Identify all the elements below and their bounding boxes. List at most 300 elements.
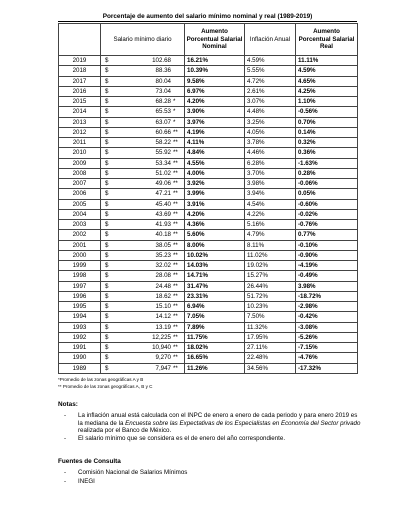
real-increase-cell: -0.49%: [296, 271, 358, 281]
note-inflation-survey-title: Encuesta sobre las Expectativas de los Especialistas en Economía del Sector privado: [125, 419, 361, 427]
salary-cell: [115, 312, 185, 322]
table-row: [59, 148, 358, 158]
salary-value: 7,947: [155, 364, 171, 372]
salary-cell: [115, 209, 185, 219]
currency-cell: $: [101, 230, 115, 240]
table-section: [58, 12, 357, 390]
real-increase-cell: -0.60%: [296, 199, 358, 209]
currency-cell: $: [101, 332, 115, 342]
salary-value: 18.62: [155, 292, 171, 300]
salary-value: 45.40: [155, 200, 171, 208]
real-increase-cell: 4.25%: [296, 86, 358, 96]
nominal-increase-cell: 4.20%: [185, 97, 245, 107]
salary-cell: [115, 240, 185, 250]
table-row: [59, 240, 358, 250]
table-row: [59, 138, 358, 148]
real-increase-cell: -0.02%: [296, 209, 358, 219]
salary-footnote-mark: **: [173, 139, 178, 147]
year-cell: 2013: [59, 117, 101, 127]
currency-cell: $: [101, 209, 115, 219]
nominal-increase-cell: 4.55%: [185, 158, 245, 168]
salary-cell: [115, 261, 185, 271]
nominal-increase-cell: 11.75%: [185, 332, 245, 342]
inflation-cell: 8.11%: [245, 240, 296, 250]
currency-cell: $: [101, 97, 115, 107]
currency-cell: $: [101, 76, 115, 86]
footnotes: [58, 376, 357, 390]
salary-footnote-mark: *: [173, 108, 176, 116]
year-cell: 1996: [59, 291, 101, 301]
year-cell: 2002: [59, 230, 101, 240]
salary-footnote-mark: **: [173, 292, 178, 300]
nominal-increase-cell: 3.90%: [185, 107, 245, 117]
nominal-increase-cell: 18.02%: [185, 343, 245, 353]
table-row: [59, 66, 358, 76]
table-header-row: [59, 24, 358, 56]
currency-cell: $: [101, 148, 115, 158]
nominal-increase-cell: 7.89%: [185, 322, 245, 332]
salary-value: 102.68: [152, 57, 171, 65]
table-row: [59, 250, 358, 260]
salary-cell: [115, 117, 185, 127]
currency-cell: $: [101, 168, 115, 178]
table-row: [59, 56, 358, 66]
currency-cell: $: [101, 107, 115, 117]
table-title: Porcentaje de aumento del salario mínimo nominal y real (1989-2019): [58, 12, 357, 22]
salary-value: 47.21: [155, 190, 171, 198]
currency-cell: $: [101, 353, 115, 363]
salary-value: 32.02: [155, 262, 171, 270]
salary-footnote-mark: **: [173, 200, 178, 208]
salary-footnote-mark: **: [173, 221, 178, 229]
table-row: [59, 312, 358, 322]
inflation-cell: 2.61%: [245, 86, 296, 96]
table-row: [59, 322, 358, 332]
inflation-cell: 26.44%: [245, 281, 296, 291]
salary-cell: [115, 250, 185, 260]
salary-footnote-mark: **: [173, 364, 178, 372]
salary-cell: [115, 168, 185, 178]
salary-value: 15.10: [155, 303, 171, 311]
year-cell: 2008: [59, 168, 101, 178]
currency-cell: $: [101, 343, 115, 353]
inflation-cell: 3.25%: [245, 117, 296, 127]
salary-value: 80.04: [155, 77, 171, 85]
real-increase-cell: -4.19%: [296, 261, 358, 271]
nominal-increase-cell: 4.19%: [185, 127, 245, 137]
salary-value: 9,270: [155, 354, 171, 362]
note-inflation: [58, 412, 363, 435]
inflation-cell: 11.32%: [245, 322, 296, 332]
salary-value: 28.08: [155, 272, 171, 280]
currency-cell: $: [101, 199, 115, 209]
currency-cell: $: [101, 281, 115, 291]
real-increase-cell: -2.98%: [296, 302, 358, 312]
salary-footnote-mark: **: [173, 282, 178, 290]
note-minimum-salary: [58, 435, 363, 443]
table-row: [59, 168, 358, 178]
salary-footnote-mark: **: [173, 190, 178, 198]
table-row: [59, 271, 358, 281]
table-row: [59, 97, 358, 107]
nominal-increase-cell: 6.97%: [185, 86, 245, 96]
inflation-cell: 51.72%: [245, 291, 296, 301]
salary-value: 14.12: [155, 313, 171, 321]
salary-footnote-mark: **: [173, 169, 178, 177]
salary-value: 10,940: [152, 344, 171, 352]
note-inflation-text-a: La inflación anual está calculada con el INPC de enero a enero de cada periodo y para enero 2019 es la mediana de la: [78, 412, 358, 427]
table-row: [59, 281, 358, 291]
table-row: [59, 291, 358, 301]
salary-cell: [115, 86, 185, 96]
salary-cell: [115, 363, 185, 373]
source-dash: -: [64, 469, 67, 476]
table-row: [59, 76, 358, 86]
inflation-cell: 3.98%: [245, 179, 296, 189]
real-increase-cell: 1.10%: [296, 97, 358, 107]
salary-footnote-mark: **: [173, 241, 178, 249]
currency-cell: $: [101, 363, 115, 373]
salary-cell: [115, 199, 185, 209]
year-cell: 2007: [59, 179, 101, 189]
year-cell: 2018: [59, 66, 101, 76]
nominal-increase-cell: 4.20%: [185, 209, 245, 219]
currency-cell: $: [101, 322, 115, 332]
nominal-increase-cell: 4.84%: [185, 148, 245, 158]
inflation-cell: 4.54%: [245, 199, 296, 209]
note-inflation-text-c: realizada por el Banco de México.: [78, 427, 172, 434]
salary-value: 38.05: [155, 241, 171, 249]
salary-cell: [115, 138, 185, 148]
table-row: [59, 209, 358, 219]
salary-cell: [115, 343, 185, 353]
salary-value: 24.48: [155, 282, 171, 290]
salary-footnote-mark: **: [173, 180, 178, 188]
salary-footnote-mark: **: [173, 262, 178, 270]
salary-value: 35.23: [155, 251, 171, 259]
salary-cell: [115, 220, 185, 230]
real-increase-cell: 3.98%: [296, 281, 358, 291]
salary-cell: [115, 97, 185, 107]
currency-cell: $: [101, 271, 115, 281]
inflation-cell: 3.07%: [245, 97, 296, 107]
real-increase-cell: -0.76%: [296, 220, 358, 230]
salary-footnote-mark: **: [173, 210, 178, 218]
currency-cell: $: [101, 179, 115, 189]
salary-footnote-mark: **: [173, 231, 178, 239]
salary-cell: [115, 56, 185, 66]
year-cell: 2012: [59, 127, 101, 137]
salary-cell: [115, 127, 185, 137]
salary-footnote-mark: **: [173, 313, 178, 321]
inflation-cell: 5.55%: [245, 66, 296, 76]
table-row: [59, 363, 358, 373]
inflation-cell: 17.95%: [245, 332, 296, 342]
real-increase-cell: -5.26%: [296, 332, 358, 342]
source-dash: -: [64, 477, 67, 485]
currency-cell: $: [101, 189, 115, 199]
inflation-cell: 4.79%: [245, 230, 296, 240]
source-conasami: Comisión Nacional de Salarios Mínimos: [78, 469, 188, 476]
inflation-cell: 4.46%: [245, 148, 296, 158]
real-increase-cell: -4.76%: [296, 353, 358, 363]
salary-footnote-mark: **: [173, 354, 178, 362]
real-increase-cell: -18.72%: [296, 291, 358, 301]
inflation-cell: 3.70%: [245, 168, 296, 178]
real-increase-cell: 11.11%: [296, 56, 358, 66]
salary-value: 73.04: [155, 87, 171, 95]
year-cell: 2019: [59, 56, 101, 66]
year-cell: 2014: [59, 107, 101, 117]
table-row: [59, 220, 358, 230]
note-dash: -: [64, 434, 67, 442]
nominal-increase-cell: 4.00%: [185, 168, 245, 178]
year-cell: 1990: [59, 353, 101, 363]
salary-value: 43.69: [155, 210, 171, 218]
salary-footnote-mark: **: [173, 333, 178, 341]
currency-cell: $: [101, 127, 115, 137]
year-cell: 2003: [59, 220, 101, 230]
currency-cell: $: [101, 261, 115, 271]
inflation-cell: 5.16%: [245, 220, 296, 230]
salary-table: [58, 23, 358, 374]
note-minimum-salary-text: El salario mínimo que se considera es el de enero del año correspondiente.: [78, 434, 286, 442]
nominal-increase-cell: 16.21%: [185, 56, 245, 66]
year-cell: 2001: [59, 240, 101, 250]
salary-footnote-mark: **: [173, 323, 178, 331]
inflation-cell: 4.05%: [245, 127, 296, 137]
nominal-increase-cell: 10.02%: [185, 250, 245, 260]
salary-cell: [115, 353, 185, 363]
table-row: [59, 230, 358, 240]
table-row: [59, 158, 358, 168]
salary-cell: [115, 179, 185, 189]
year-cell: 1998: [59, 271, 101, 281]
table-row: [59, 302, 358, 312]
nominal-increase-cell: 9.58%: [185, 76, 245, 86]
salary-value: 88.36: [155, 67, 171, 75]
real-increase-cell: -17.32%: [296, 363, 358, 373]
currency-cell: $: [101, 220, 115, 230]
currency-cell: $: [101, 250, 115, 260]
inflation-cell: 7.50%: [245, 312, 296, 322]
currency-cell: $: [101, 240, 115, 250]
year-cell: 2006: [59, 189, 101, 199]
inflation-cell: 4.22%: [245, 209, 296, 219]
nominal-increase-cell: 6.94%: [185, 302, 245, 312]
table-row: [59, 332, 358, 342]
header-year: [59, 24, 101, 56]
inflation-cell: 6.28%: [245, 158, 296, 168]
salary-value: 63.07: [155, 118, 171, 126]
salary-cell: [115, 230, 185, 240]
salary-value: 68.28: [155, 98, 171, 106]
real-increase-cell: 0.14%: [296, 127, 358, 137]
salary-cell: [115, 189, 185, 199]
salary-cell: [115, 281, 185, 291]
salary-cell: [115, 107, 185, 117]
year-cell: 2016: [59, 86, 101, 96]
table-row: [59, 189, 358, 199]
nominal-increase-cell: 11.26%: [185, 363, 245, 373]
year-cell: 1999: [59, 261, 101, 271]
note-dash: -: [64, 412, 67, 419]
footnote-single-star: *Promedio de las zonas geográficas A y B: [58, 376, 144, 382]
table-row: [59, 127, 358, 137]
nominal-increase-cell: 7.05%: [185, 312, 245, 322]
salary-value: 53.34: [155, 159, 171, 167]
notes-section: [58, 401, 363, 442]
salary-footnote-mark: **: [173, 159, 178, 167]
salary-cell: [115, 291, 185, 301]
inflation-cell: 10.23%: [245, 302, 296, 312]
salary-footnote-mark: **: [173, 251, 178, 259]
real-increase-cell: -0.56%: [296, 107, 358, 117]
real-increase-cell: -0.42%: [296, 312, 358, 322]
year-cell: 1994: [59, 312, 101, 322]
salary-cell: [115, 302, 185, 312]
inflation-cell: 4.72%: [245, 76, 296, 86]
real-increase-cell: -0.10%: [296, 240, 358, 250]
nominal-increase-cell: 14.71%: [185, 271, 245, 281]
real-increase-cell: -1.63%: [296, 158, 358, 168]
salary-value: 12,225: [152, 333, 171, 341]
salary-footnote-mark: **: [173, 303, 178, 311]
table-row: [59, 261, 358, 271]
salary-cell: [115, 158, 185, 168]
table-body: [59, 56, 358, 374]
nominal-increase-cell: 14.03%: [185, 261, 245, 271]
real-increase-cell: 0.28%: [296, 168, 358, 178]
year-cell: 1989: [59, 363, 101, 373]
currency-cell: $: [101, 138, 115, 148]
year-cell: 2005: [59, 199, 101, 209]
nominal-increase-cell: 4.11%: [185, 138, 245, 148]
currency-cell: $: [101, 291, 115, 301]
currency-cell: $: [101, 302, 115, 312]
currency-cell: $: [101, 312, 115, 322]
year-cell: 2017: [59, 76, 101, 86]
salary-value: 41.93: [155, 221, 171, 229]
inflation-cell: 19.02%: [245, 261, 296, 271]
salary-value: 65.53: [155, 108, 171, 116]
inflation-cell: 22.48%: [245, 353, 296, 363]
nominal-increase-cell: 3.99%: [185, 189, 245, 199]
currency-cell: $: [101, 117, 115, 127]
salary-value: 58.22: [155, 139, 171, 147]
table-row: [59, 199, 358, 209]
salary-cell: [115, 66, 185, 76]
table-row: [59, 343, 358, 353]
table-row: [59, 86, 358, 96]
real-increase-cell: 0.32%: [296, 138, 358, 148]
salary-value: 51.02: [155, 169, 171, 177]
header-salary: Salario mínimo diario: [101, 24, 185, 56]
year-cell: 2009: [59, 158, 101, 168]
inflation-cell: 27.11%: [245, 343, 296, 353]
real-increase-cell: 0.36%: [296, 148, 358, 158]
nominal-increase-cell: 31.47%: [185, 281, 245, 291]
nominal-increase-cell: 3.97%: [185, 117, 245, 127]
year-cell: 1997: [59, 281, 101, 291]
inflation-cell: 11.02%: [245, 250, 296, 260]
sources-section: [58, 458, 363, 486]
year-cell: 2000: [59, 250, 101, 260]
year-cell: 1992: [59, 332, 101, 342]
nominal-increase-cell: 23.31%: [185, 291, 245, 301]
salary-value: 40.18: [155, 231, 171, 239]
table-row: [59, 353, 358, 363]
real-increase-cell: 0.70%: [296, 117, 358, 127]
year-cell: 1993: [59, 322, 101, 332]
salary-footnote-mark: **: [173, 344, 178, 352]
nominal-increase-cell: 3.91%: [185, 199, 245, 209]
real-increase-cell: 0.77%: [296, 230, 358, 240]
inflation-cell: 4.59%: [245, 56, 296, 66]
source-inegi: INEGI: [78, 477, 95, 485]
salary-cell: [115, 332, 185, 342]
real-increase-cell: -0.90%: [296, 250, 358, 260]
inflation-cell: 4.48%: [245, 107, 296, 117]
year-cell: 2010: [59, 148, 101, 158]
source-item: [58, 478, 363, 487]
nominal-increase-cell: 10.39%: [185, 66, 245, 76]
nominal-increase-cell: 5.60%: [185, 230, 245, 240]
header-nominal: Aumento Porcentual Salarial Nominal: [185, 24, 245, 56]
salary-value: 60.66: [155, 128, 171, 136]
currency-cell: $: [101, 56, 115, 66]
year-cell: 2004: [59, 209, 101, 219]
inflation-cell: 3.94%: [245, 189, 296, 199]
real-increase-cell: 0.05%: [296, 189, 358, 199]
real-increase-cell: -7.15%: [296, 343, 358, 353]
salary-cell: [115, 76, 185, 86]
salary-footnote-mark: **: [173, 128, 178, 136]
nominal-increase-cell: 4.36%: [185, 220, 245, 230]
table-row: [59, 179, 358, 189]
salary-footnote-mark: *: [173, 98, 176, 106]
salary-footnote-mark: *: [173, 118, 176, 126]
year-cell: 1995: [59, 302, 101, 312]
inflation-cell: 15.27%: [245, 271, 296, 281]
salary-cell: [115, 322, 185, 332]
salary-footnote-mark: **: [173, 149, 178, 157]
header-real: Aumento Porcentual Salarial Real: [296, 24, 358, 56]
salary-value: 13.19: [155, 323, 171, 331]
currency-cell: $: [101, 158, 115, 168]
salary-value: 55.92: [155, 149, 171, 157]
year-cell: 2011: [59, 138, 101, 148]
nominal-increase-cell: 16.65%: [185, 353, 245, 363]
year-cell: 2015: [59, 97, 101, 107]
notes-heading: Notas:: [58, 401, 78, 408]
currency-cell: $: [101, 66, 115, 76]
real-increase-cell: 4.59%: [296, 66, 358, 76]
year-cell: 1991: [59, 343, 101, 353]
salary-value: 49.06: [155, 180, 171, 188]
sources-heading: Fuentes de Consulta: [58, 458, 121, 465]
source-item: [58, 469, 363, 478]
salary-footnote-mark: **: [173, 272, 178, 280]
header-inflation: Inflación Anual: [245, 24, 296, 56]
inflation-cell: 34.56%: [245, 363, 296, 373]
footnote-double-star: ** Promedio de las zonas geográficas A, B y C: [58, 383, 153, 389]
real-increase-cell: -3.08%: [296, 322, 358, 332]
nominal-increase-cell: 3.92%: [185, 179, 245, 189]
inflation-cell: 3.78%: [245, 138, 296, 148]
nominal-increase-cell: 8.00%: [185, 240, 245, 250]
real-increase-cell: 4.65%: [296, 76, 358, 86]
